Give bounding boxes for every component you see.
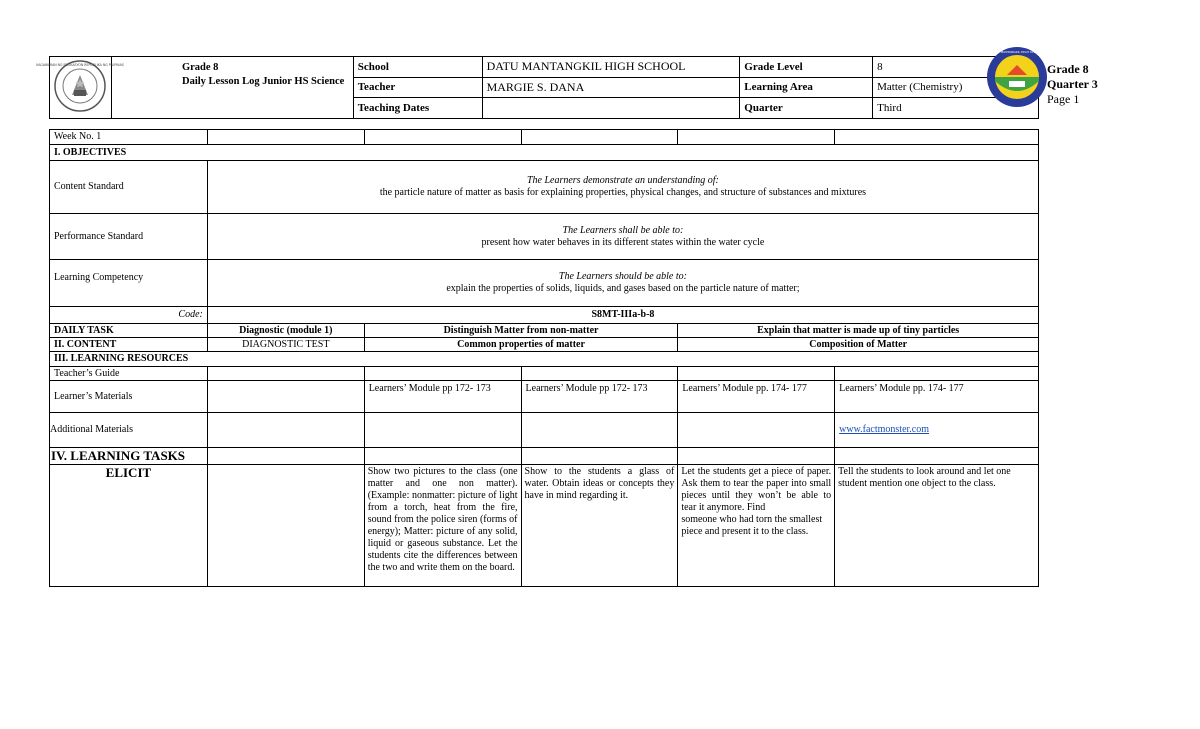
deped-seal-text: KAGAWARAN NG EDUKASYON REPUBLIKA NG PILIPINAS <box>36 63 124 67</box>
additional-materials-row <box>50 413 1039 448</box>
daily-task-1: Diagnostic (module 1) <box>207 324 364 338</box>
performance-standard-cell <box>207 214 1038 260</box>
additional-materials-label: Additional Materials <box>50 413 208 448</box>
school-seal-text: DATU MANTANGKIL HIGH SCHOOL <box>991 50 1043 54</box>
learning-competency-label: Learning Competency <box>50 260 208 307</box>
school-label: School <box>353 57 482 78</box>
school-seal-icon <box>985 45 1049 109</box>
header-table <box>36 56 1039 119</box>
lesson-log-table <box>49 129 1039 587</box>
objectives-heading: I. OBJECTIVES <box>50 145 1039 161</box>
resources-row <box>50 352 1039 367</box>
learning-area-value: Matter (Chemistry) <box>873 77 1039 98</box>
content-standard-cell <box>207 161 1038 214</box>
school-value: DATU MANTANGKIL HIGH SCHOOL <box>482 57 740 78</box>
week-row <box>50 130 1039 145</box>
teachers-guide-label: Teacher’s Guide <box>50 367 208 381</box>
week-label: Week No. 1 <box>50 130 208 145</box>
daily-task-row <box>50 324 1039 338</box>
grade-level-value: 8 <box>873 57 1039 78</box>
learners-materials-row <box>50 381 1039 413</box>
learning-competency-row <box>50 260 1039 307</box>
deped-seal-icon <box>36 57 124 115</box>
content-1: DIAGNOSTIC TEST <box>207 338 364 352</box>
side-quarter: Quarter 3 <box>1047 77 1098 91</box>
lm-day5: Learners’ Module pp. 174- 177 <box>835 381 1039 413</box>
content-standard-lead: The Learners demonstrate an understanding of: <box>526 175 719 186</box>
code-value: S8MT-IIIa-b-8 <box>207 307 1038 324</box>
content-2: Common properties of matter <box>364 338 678 352</box>
learning-area-label: Learning Area <box>740 77 873 98</box>
elicit-day3: Show to the students a glass of water. Obtain ideas or concepts they have in mind regarding it. <box>521 465 678 587</box>
daily-task-2: Distinguish Matter from non-matter <box>364 324 678 338</box>
lm-day2: Learners’ Module pp 172- 173 <box>364 381 521 413</box>
teacher-label: Teacher <box>353 77 482 98</box>
content-label: II. CONTENT <box>50 338 208 352</box>
content-standard-label: Content Standard <box>50 161 208 214</box>
grade-level-label: Grade Level <box>740 57 873 78</box>
resources-heading: III. LEARNING RESOURCES <box>50 352 1039 367</box>
teaching-dates-value <box>482 98 740 119</box>
content-row <box>50 338 1039 352</box>
content-3: Composition of Matter <box>678 338 1039 352</box>
header-grade: Grade 8 <box>181 62 219 73</box>
teacher-value: MARGIE S. DANA <box>482 77 740 98</box>
content-standard-row <box>50 161 1039 214</box>
teaching-dates-label: Teaching Dates <box>353 98 482 119</box>
side-grade: Grade 8 <box>1047 62 1089 76</box>
elicit-day4-b: someone who had torn the smallest piece and present it to the class. <box>681 514 823 537</box>
learners-materials-label: Learner’s Materials <box>50 381 208 413</box>
lm-day4: Learners’ Module pp. 174- 177 <box>678 381 835 413</box>
learning-competency-text: explain the properties of solids, liquids, and gases based on the particle nature of matter; <box>446 283 800 294</box>
header-title-cell <box>111 57 353 119</box>
elicit-day4 <box>678 465 835 587</box>
factmonster-link[interactable]: www.factmonster.com <box>835 413 1039 448</box>
side-label <box>1047 62 1098 107</box>
daily-task-label: DAILY TASK <box>50 324 208 338</box>
performance-standard-lead: The Learners shall be able to: <box>562 224 684 236</box>
learning-competency-lead: The Learners should be able to: <box>558 271 687 282</box>
learning-tasks-heading: IV. LEARNING TASKS <box>50 448 208 465</box>
daily-task-3: Explain that matter is made up of tiny particles <box>678 324 1039 338</box>
deped-logo-cell <box>36 57 124 119</box>
header-subtitle: Daily Lesson Log Junior HS Science <box>181 76 345 87</box>
content-standard-text: the particle nature of matter as basis for explaining properties, physical changes, and structure of substances and mixtures <box>379 187 867 198</box>
elicit-day5: Tell the students to look around and let one student mention one object to the class. <box>835 465 1039 587</box>
code-row <box>50 307 1039 324</box>
performance-standard-label: Performance Standard <box>50 214 208 260</box>
performance-standard-text: present how water behaves in its different states within the water cycle <box>481 236 765 248</box>
learning-competency-cell <box>207 260 1038 307</box>
teachers-guide-row <box>50 367 1039 381</box>
objectives-row <box>50 145 1039 161</box>
elicit-row <box>50 465 1039 587</box>
lm-day3: Learners’ Module pp 172- 173 <box>521 381 678 413</box>
performance-standard-row <box>50 214 1039 260</box>
elicit-label: ELICIT <box>50 465 208 587</box>
elicit-day2: Show two pictures to the class (one matter and one non matter). (Example: nonmatter: picture of light from a torch, heat from the fire, sound from the police siren (forms of energy); Matter: picture of any solid, liquid or gaseous substance. Let the students cite the differences between the two and write them on the board. <box>364 465 521 587</box>
quarter-label: Quarter <box>740 98 873 119</box>
side-page: Page 1 <box>1047 92 1080 106</box>
quarter-value: Third <box>873 98 1039 119</box>
code-label: Code: <box>50 307 208 324</box>
elicit-day4-a: Let the students get a piece of paper. Ask them to tear the paper into small pieces until they won’t be able to tear it anymore. Find <box>681 466 832 513</box>
learning-tasks-row <box>50 448 1039 465</box>
